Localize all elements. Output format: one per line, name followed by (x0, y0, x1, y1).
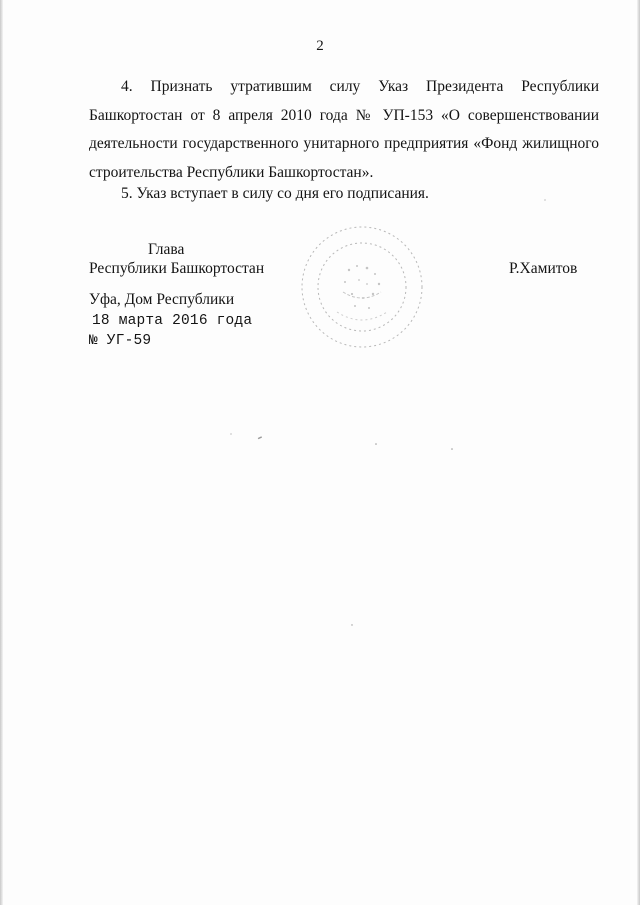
signing-date: 18 марта 2016 года (92, 313, 253, 329)
scan-edge-left (0, 0, 3, 905)
official-seal-icon (297, 222, 427, 352)
paragraph-4-block (89, 73, 599, 187)
paragraph-5: 5. Указ вступает в силу со дня его подписания. (121, 185, 429, 202)
decree-number: № УГ-59 (89, 333, 152, 349)
signing-place: Уфа, Дом Республики (89, 291, 235, 308)
signatory-name: Р.Хамитов (509, 260, 578, 277)
signatory-title-line2: Республики Башкортостан (89, 260, 265, 277)
paragraph-4: 4. Признать утратившим силу Указ Президента Республики Башкортостан от 8 апреля 2010 года № УП-153 «О совершенствовании деятельности государственного унитарного предприятия «Фонд жилищного строительства Республики Башкортостан». (89, 78, 599, 181)
paragraph-5-block (89, 180, 599, 209)
page-number: 2 (316, 38, 324, 54)
signatory-title-line1: Глава (148, 241, 185, 258)
